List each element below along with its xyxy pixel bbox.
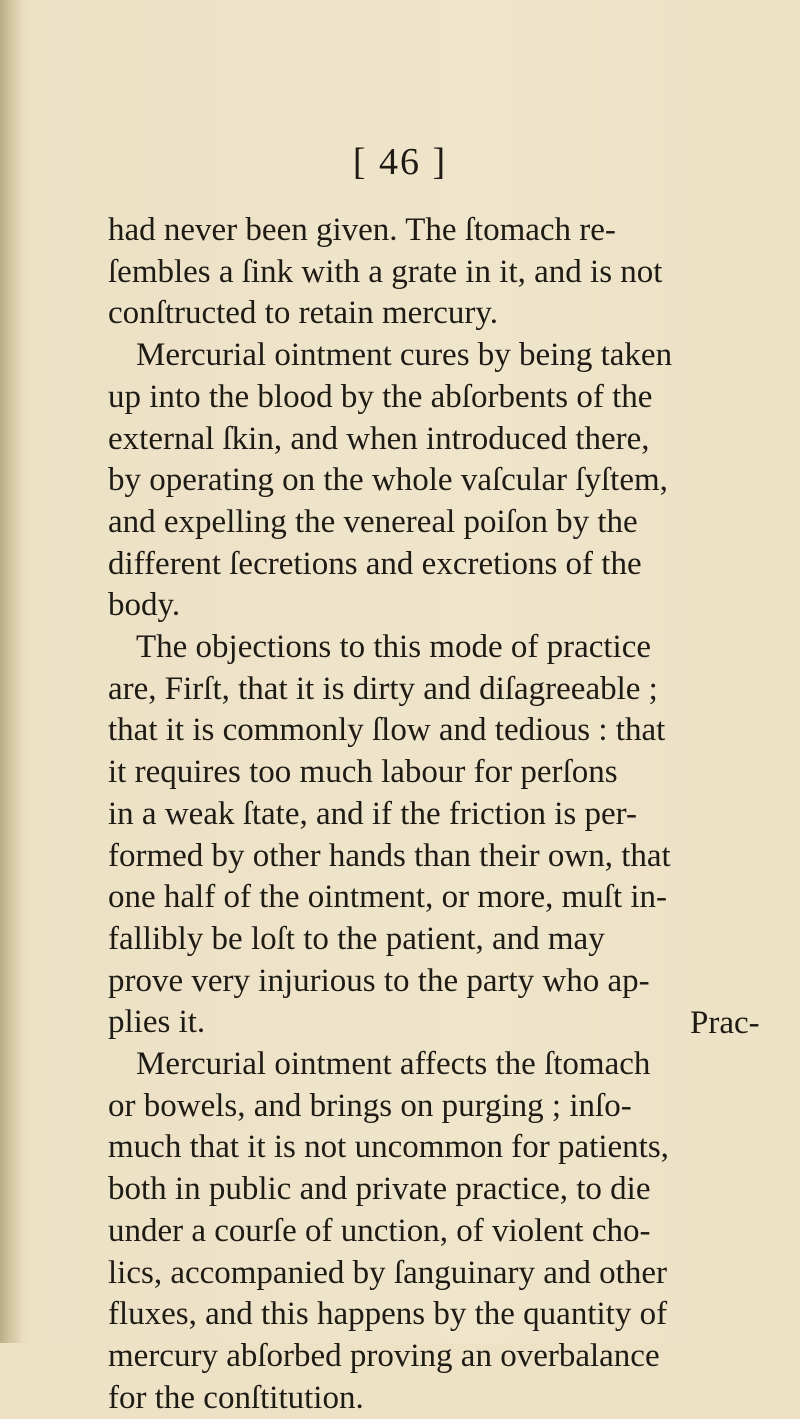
text-line: body. [108, 587, 181, 624]
text-line: external ſkin, and when introduced there, [108, 420, 650, 457]
text-line: that it is commonly ſlow and tedious : that [108, 712, 666, 749]
text-line: conſtructed to retain mercury. [108, 295, 499, 332]
text-line: by operating on the whole vaſcular ſyſtem, [108, 462, 668, 499]
binding-shadow [0, 0, 22, 1343]
text-line: are, Firſt, that it is dirty and diſagreeable ; [108, 670, 658, 707]
text-line: lics, accompanied by ſanguinary and other [108, 1254, 667, 1291]
paragraph-start-line: Mercurial ointment cures by being taken [136, 337, 673, 374]
text-line: up into the blood by the abſorbents of the [108, 378, 653, 415]
text-line: much that it is not uncommon for patients, [108, 1129, 669, 1166]
text-line: under a courſe of unction, of violent cho- [108, 1212, 651, 1249]
text-line: plies it. [108, 1004, 206, 1041]
text-line: for the conſtitution. [108, 1379, 364, 1416]
text-line: it requires too much labour for perſons [108, 754, 618, 791]
text-line: and expelling the venereal poiſon by the [108, 503, 638, 540]
text-line: prove very injurious to the party who ap- [108, 962, 650, 999]
text-line: fluxes, and this happens by the quantity of [108, 1296, 668, 1333]
paragraph-start-line: The objections to this mode of practice [136, 629, 652, 666]
text-line: had never been given. The ſtomach re- [108, 212, 616, 248]
text-line: ſembles a ſink with a grate in it, and is not [108, 253, 663, 290]
paragraph-start-line: Mercurial ointment affects the ſtomach [136, 1046, 651, 1083]
text-line: fallibly be loſt to the patient, and may [108, 920, 605, 957]
text-line: one half of the ointment, or more, muſt in- [108, 879, 668, 916]
text-line: both in public and private practice, to die [108, 1171, 651, 1208]
text-line: different ſecretions and excretions of the [108, 545, 642, 582]
body-text [108, 210, 758, 1419]
catchword: Prac- [690, 1005, 760, 1041]
text-line: formed by other hands than their own, that [108, 837, 671, 874]
page-number: [ 46 ] [352, 141, 448, 183]
text-line: in a weak ſtate, and if the friction is per- [108, 795, 637, 832]
text-line: mercury abſorbed proving an overbalance [108, 1337, 660, 1374]
text-line: or bowels, and brings on purging ; inſo- [108, 1087, 632, 1124]
